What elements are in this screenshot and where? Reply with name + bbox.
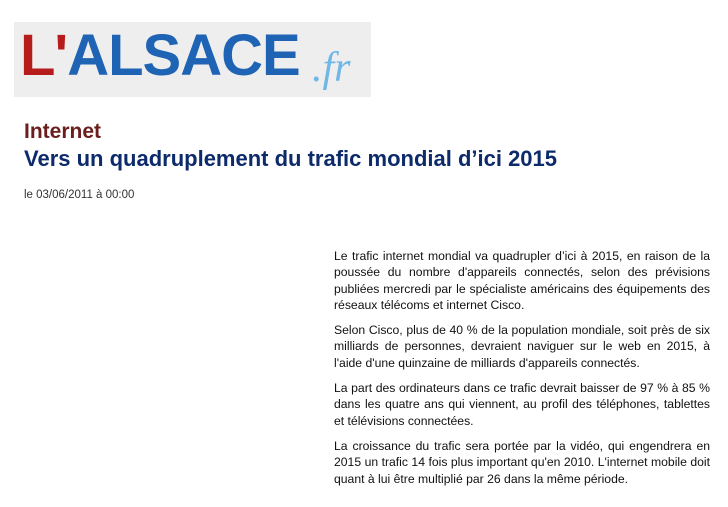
article-body xyxy=(334,248,710,496)
article-paragraph: Le trafic internet mondial va quadrupler d’ici à 2015, en raison de la poussée du nombre d'appareils connectés, selon des prévisions publiées mercredi par le spécialiste américains des équipements des réseaux télécoms et internet Cisco. xyxy=(334,249,710,312)
article-paragraph: Selon Cisco, plus de 40 % de la population mondiale, soit près de six milliards de personnes, devraient naviguer sur le web en 2015, à l'aide d'une quinzaine de milliards d'appareils connectés. xyxy=(334,323,710,370)
site-logo[interactable] xyxy=(14,22,371,97)
logo-l-letter: L' xyxy=(20,23,68,88)
logo-wordmark xyxy=(20,23,300,88)
article-rubric[interactable]: Internet xyxy=(24,120,102,143)
article-date: le 03/06/2011 à 00:00 xyxy=(24,189,135,201)
article-title: Vers un quadruplement du trafic mondial d’ici 2015 xyxy=(24,146,558,171)
logo-suffix: .fr xyxy=(312,45,351,91)
logo-main-text: ALSACE xyxy=(67,23,300,88)
article-paragraph: La croissance du trafic sera portée par la vidéo, qui engendrera en 2015 un trafic 14 fois plus important qu'en 2010. L'internet mobile doit quant à lui être multiplié par 26 dans la même période. xyxy=(334,438,710,486)
article-paragraph: La part des ordinateurs dans ce trafic devrait baisser de 97 % à 85 % dans les quatre ans qui viennent, au profil des téléphones, tablettes et télévisions connectées. xyxy=(334,381,710,428)
